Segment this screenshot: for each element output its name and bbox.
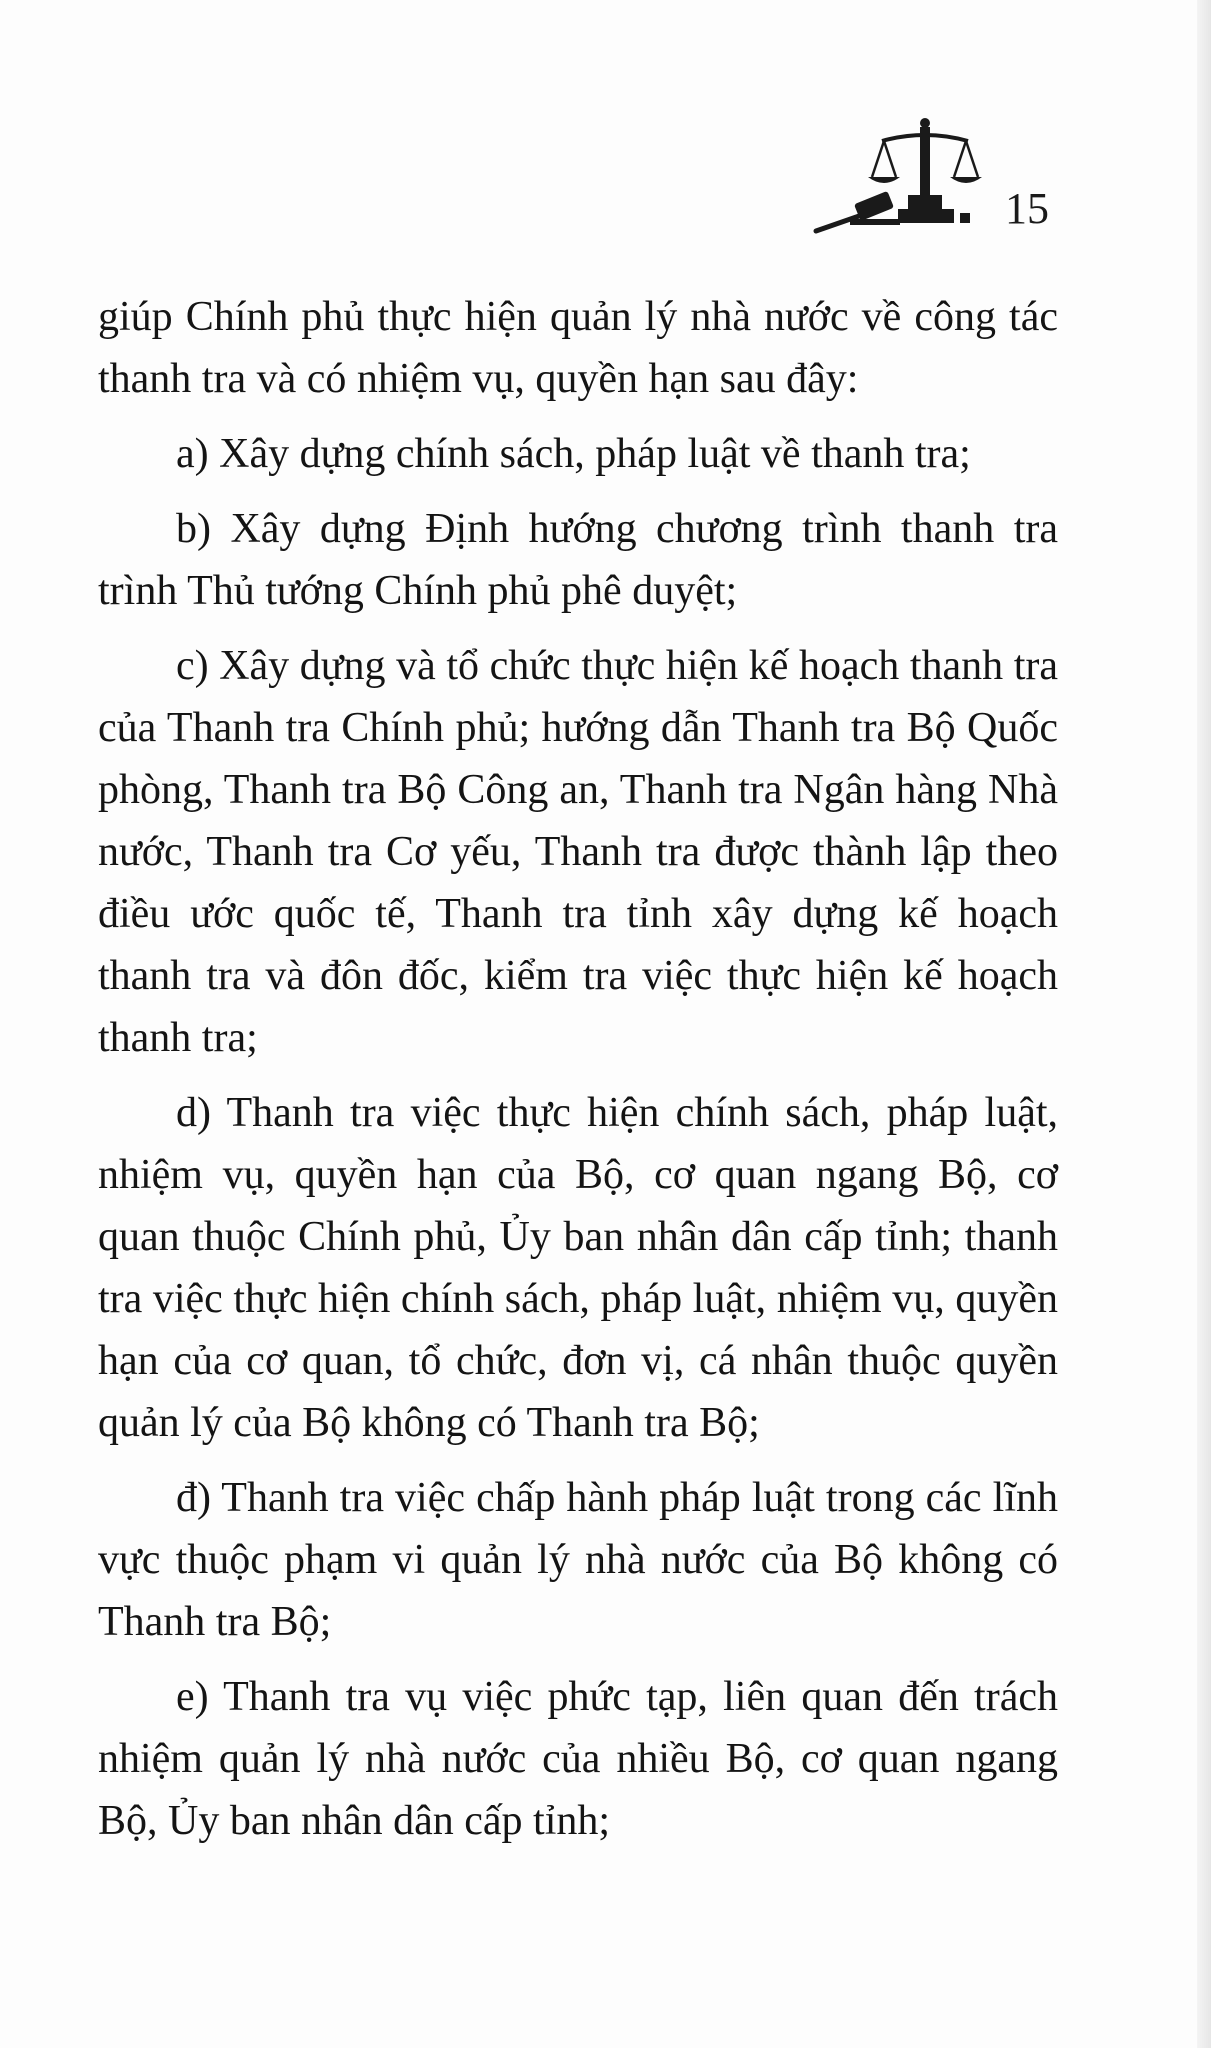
paragraph-item-c: c) Xây dựng và tổ chức thực hiện kế hoạch thanh tra của Thanh tra Chính phủ; hướng dẫn Thanh tra Bộ Quốc phòng, Thanh tra Bộ Công an, Thanh tra Ngân hàng Nhà nước, Thanh tra Cơ yếu, Thanh tra được thành lập theo điều ước quốc tế, Thanh tra tỉnh xây dựng kế hoạch thanh tra và đôn đốc, kiểm tra việc thực hiện kế hoạch thanh tra; — [98, 643, 1058, 1061]
paragraph-continuation: giúp Chính phủ thực hiện quản lý nhà nước về công tác thanh tra và có nhiệm vụ, quyền hạn sau đây: — [98, 294, 1058, 402]
paragraph-item-b: b) Xây dựng Định hướng chương trình thanh tra trình Thủ tướng Chính phủ phê duyệt; — [98, 506, 1058, 614]
page-header — [810, 115, 1070, 235]
paragraph-item-dd: đ) Thanh tra việc chấp hành pháp luật trong các lĩnh vực thuộc phạm vi quản lý nhà nước của Bộ không có Thanh tra Bộ; — [98, 1475, 1058, 1645]
scales-of-justice-gavel-icon — [810, 115, 985, 235]
paragraph-item-e: e) Thanh tra vụ việc phức tạp, liên quan đến trách nhiệm quản lý nhà nước của nhiều Bộ, cơ quan ngang Bộ, Ủy ban nhân dân cấp tỉnh; — [98, 1674, 1058, 1844]
body-text — [98, 286, 1058, 1865]
paragraph-item-d: d) Thanh tra việc thực hiện chính sách, pháp luật, nhiệm vụ, quyền hạn của Bộ, cơ quan ngang Bộ, cơ quan thuộc Chính phủ, Ủy ban nhân dân cấp tỉnh; thanh tra việc thực hiện chính sách, pháp luật, nhiệm vụ, quyền hạn của cơ quan, tổ chức, đơn vị, cá nhân thuộc quyền quản lý của Bộ không có Thanh tra Bộ; — [98, 1090, 1058, 1446]
page-number: 15 — [1005, 184, 1049, 233]
page-edge-shadow — [1197, 0, 1211, 2048]
paragraph-item-a: a) Xây dựng chính sách, pháp luật về thanh tra; — [176, 431, 971, 477]
